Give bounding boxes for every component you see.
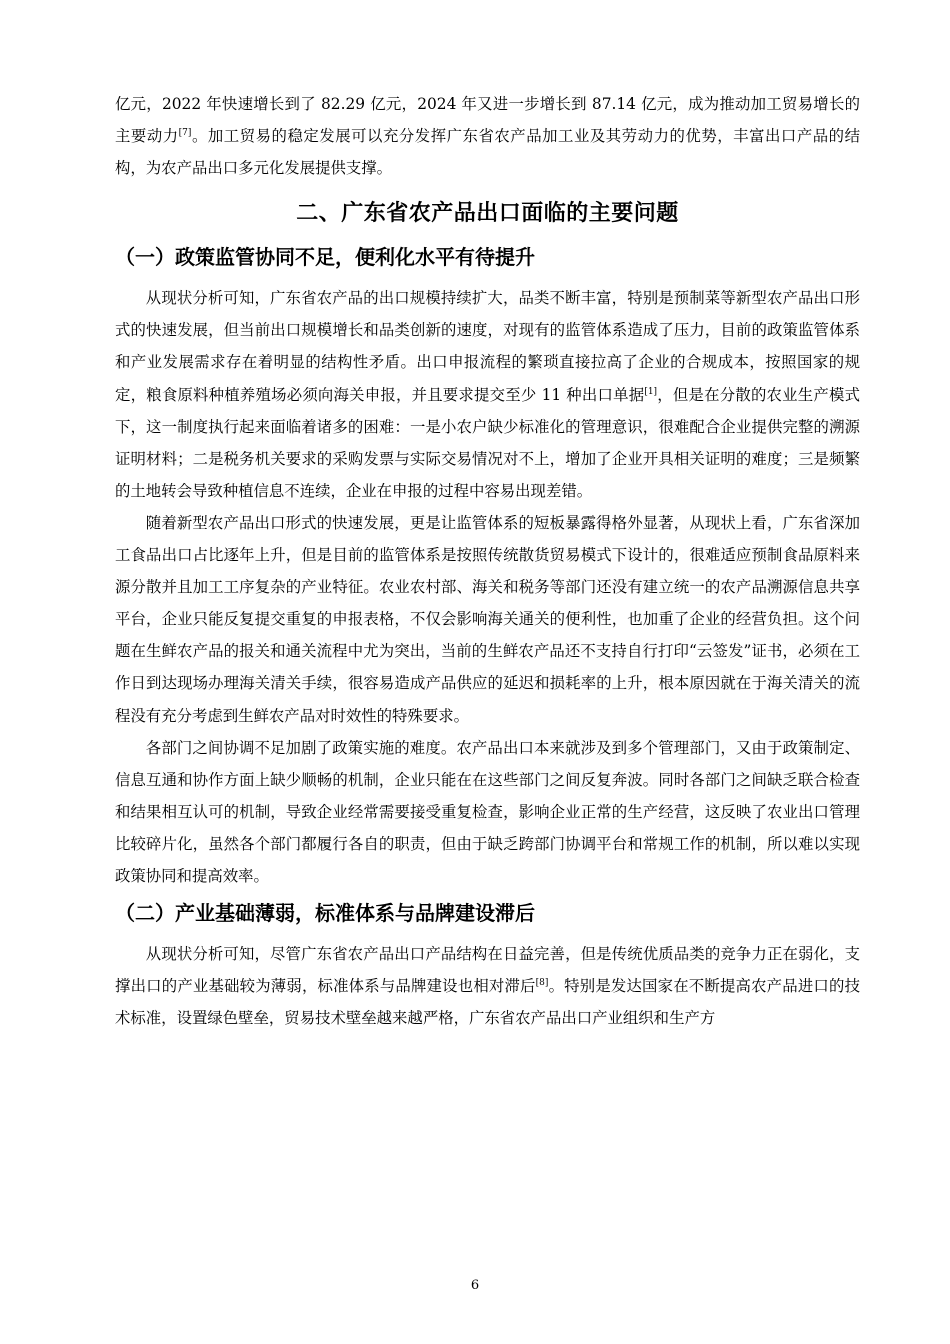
body-paragraph [115, 507, 860, 732]
citation-marker: [1] [644, 386, 658, 397]
paragraph-text: ，但是在分散的农业生产模式下，这一制度执行起来面临着诸多的困难：一是小农户缺少标准化的管理意识，很难配合企业提供完整的溯源证明材料；二是税务机关要求的采购发票与实际交易情况对不上，增加了企业开具相关证明的难度；三是频繁的土地转会导致种植信息不连续，企业在申报的过程中容易出现差错。 [115, 385, 860, 500]
paragraph-text: 各部门之间协调不足加剧了政策实施的难度。农产品出口本来就涉及到多个管理部门，又由于政策制定、信息互通和协作方面上缺少顺畅的机制，企业只能在在这些部门之间反复奔波。同时各部门之间缺乏联合检查和结果相互认可的机制，导致企业经常需要接受重复检查，影响企业正常的生产经营，这反映了农业出口管理比较碎片化，虽然各个部门都履行各自的职责，但由于缺乏跨部门协调平台和常规工作的机制，所以难以实现政策协同和提高效率。 [115, 738, 860, 885]
paragraph-text: 。特别是发达国家在不断提高农产品进口的技术标准，设置绿色壁垒，贸易技术壁垒越来越严格，广东省农产品出口产业组织和生产方 [115, 977, 860, 1028]
citation-marker: [7] [178, 128, 192, 139]
body-paragraph [115, 88, 860, 184]
citation-marker: [8] [535, 978, 549, 989]
body-paragraph [115, 282, 860, 507]
section-heading: 二、广东省农产品出口面临的主要问题 [296, 201, 679, 227]
page-body [115, 88, 860, 1034]
paragraph-text: 随着新型农产品出口形式的快速发展，更是让监管体系的短板暴露得格外显著，从现状上看，广东省深加工食品出口占比逐年上升，但是目前的监管体系是按照传统散货贸易模式下设计的，很难适应预制食品原料来源分散并且加工工序复杂的产业特征。农业农村部、海关和税务等部门还没有建立统一的农产品溯源信息共享平台，企业只能反复提交重复的申报表格，不仅会影响海关通关的便利性，也加重了企业的经营负担。这个问题在生鲜农产品的报关和通关流程中尤为突出，当前的生鲜农产品还不支持自行打印“云签发”证书，必须在工作日到达现场办理海关清关手续，很容易造成产品供应的延迟和损耗率的上升，根本原因就在于海关清关的流程没有充分考虑到生鲜农产品对时效性的特殊要求。 [115, 513, 860, 725]
body-paragraph [115, 732, 860, 892]
paragraph-text: 亿元，2022 年快速增长到了 82.29 亿元，2024 年又进一步增长到 87.14 亿元，成为推动加工贸易增长的主要动力 [115, 95, 860, 146]
paragraph-text: 。加工贸易的稳定发展可以充分发挥广东省农产品加工业及其劳动力的优势，丰富出口产品的结构，为农产品出口多元化发展提供支撑。 [115, 127, 860, 178]
subsection-heading: （二）产业基础薄弱，标准体系与品牌建设滞后 [115, 901, 535, 926]
page-number: 6 [470, 1278, 480, 1293]
body-paragraph [115, 938, 860, 1034]
subsection-heading: （一）政策监管协同不足，便利化水平有待提升 [115, 245, 535, 270]
paragraph-text: 从现状分析可知，尽管广东省农产品出口产品结构在日益完善，但是传统优质品类的竞争力正在弱化，支撑出口的产业基础较为薄弱，标准体系与品牌建设也相对滞后 [115, 945, 860, 996]
paragraph-text: 从现状分析可知，广东省农产品的出口规模持续扩大，品类不断丰富，特别是预制菜等新型农产品出口形式的快速发展，但当前出口规模增长和品类创新的速度，对现有的监管体系造成了压力，目前的政策监管体系和产业发展需求存在着明显的结构性矛盾。出口申报流程的繁琐直接拉高了企业的合规成本，按照国家的规定，粮食原料种植养殖场必须向海关申报，并且要求提交至少 11 种出口单据 [115, 289, 860, 404]
